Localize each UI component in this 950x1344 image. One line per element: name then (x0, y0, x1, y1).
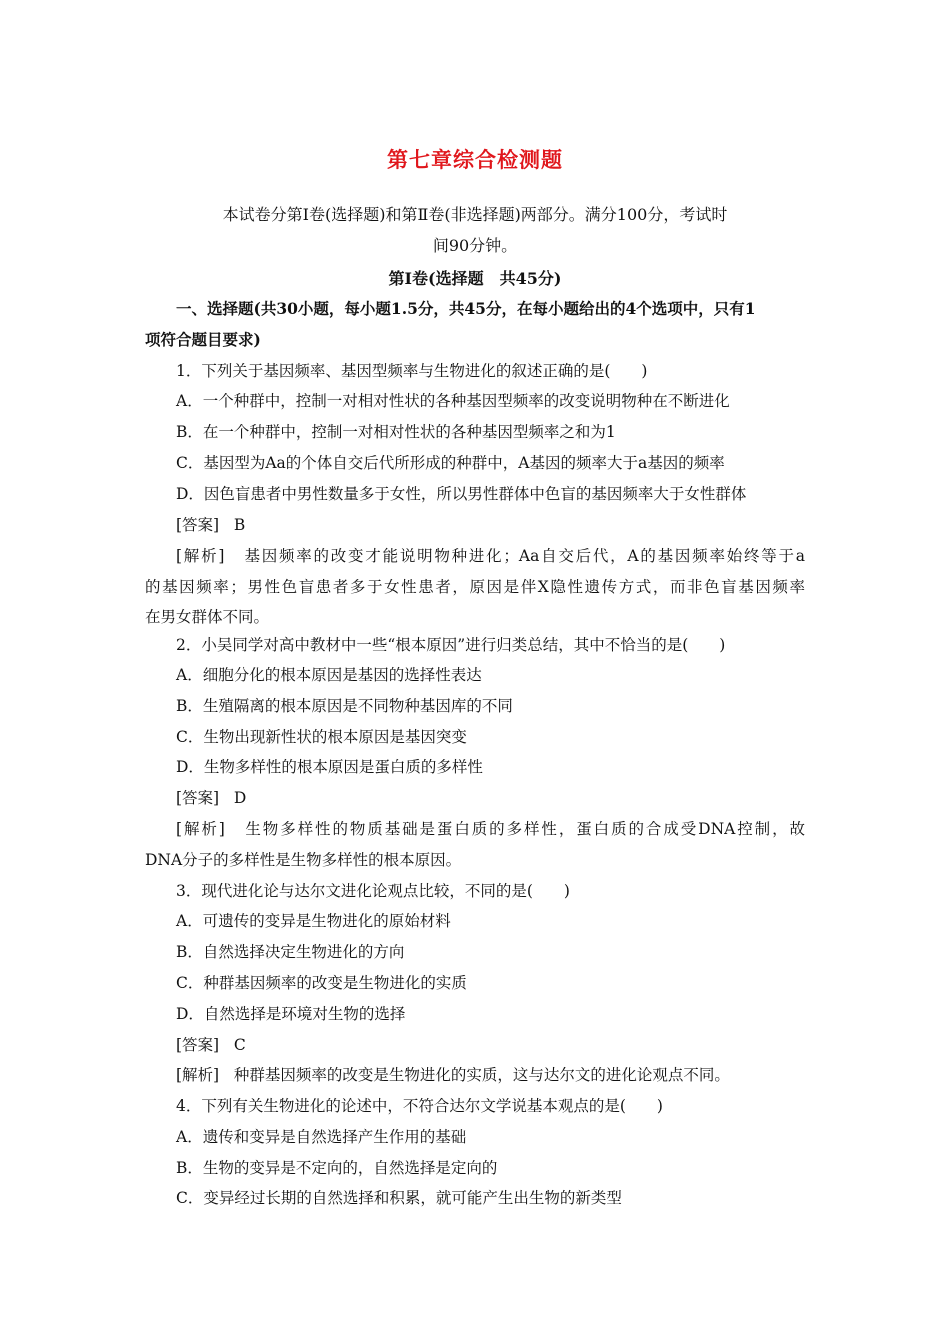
q2-analysis-line-2: DNA分子的多样性是生物多样性的根本原因。 (145, 851, 462, 869)
q3-option-c: C．种群基因频率的改变是生物进化的实质 (176, 974, 467, 992)
analysis-label: [解析] (176, 820, 225, 838)
analysis-label: [解析] (176, 547, 225, 565)
q1-stem: 1．下列关于基因频率、基因型频率与生物进化的叙述正确的是( ) (176, 362, 648, 380)
q2-analysis-line-1 (176, 817, 805, 839)
q1-option-d: D．因色盲患者中男性数量多于女性，所以男性群体中色盲的基因频率大于女性群体 (176, 485, 747, 503)
q1-analysis-line-1 (176, 544, 805, 566)
q3-answer (176, 1033, 246, 1055)
q4-option-b: B．生物的变异是不定向的，自然选择是定向的 (176, 1159, 498, 1177)
page-title: 第七章综合检测题 (387, 147, 563, 172)
q3-option-b: B．自然选择决定生物进化的方向 (176, 943, 405, 961)
q2-option-a: A．细胞分化的根本原因是基因的选择性表达 (176, 666, 482, 684)
q3-option-a: A．可遗传的变异是生物进化的原始材料 (176, 912, 451, 930)
q3-analysis-line-1 (176, 1063, 730, 1085)
analysis-text: 生物多样性的物质基础是蛋白质的多样性，蛋白质的合成受DNA控制，故 (245, 820, 805, 838)
q1-analysis-line-2: 的基因频率；男性色盲患者多于女性患者，原因是伴X隐性遗传方式，而非色盲基因频率 (145, 578, 805, 596)
intro-line-1: 本试卷分第Ⅰ卷(选择题)和第Ⅱ卷(非选择题)两部分。满分100分，考试时 (222, 205, 728, 224)
q1-option-a: A．一个种群中，控制一对相对性状的各种基因型频率的改变说明物种在不断进化 (176, 392, 730, 410)
q2-option-c: C．生物出现新性状的根本原因是基因突变 (176, 728, 467, 746)
q2-answer (176, 786, 246, 808)
answer-label: [答案] (176, 1036, 220, 1054)
q4-option-a: A．遗传和变异是自然选择产生作用的基础 (176, 1128, 467, 1146)
q4-stem: 4．下列有关生物进化的论述中，不符合达尔文学说基本观点的是( ) (176, 1097, 663, 1115)
q2-option-b: B．生殖隔离的根本原因是不同物种基因库的不同 (176, 697, 513, 715)
answer-label: [答案] (176, 516, 220, 534)
q1-analysis-line-3: 在男女群体不同。 (145, 608, 270, 626)
analysis-text: 种群基因频率的改变是生物进化的实质，这与达尔文的进化论观点不同。 (233, 1066, 730, 1084)
q1-option-b: B．在一个种群中，控制一对相对性状的各种基因型频率之和为1 (176, 423, 616, 441)
q2-stem: 2．小吴同学对高中教材中一些“根本原因”进行归类总结，其中不恰当的是( ) (176, 636, 726, 654)
q3-option-d: D．自然选择是环境对生物的选择 (176, 1005, 406, 1023)
instruction-line-1: 一、选择题(共30小题，每小题1.5分，共45分，在每小题给出的4个选项中，只有1 (176, 299, 756, 318)
analysis-label: [解析] (176, 1066, 220, 1084)
q4-option-c: C．变异经过长期的自然选择和积累，就可能产生出生物的新类型 (176, 1189, 622, 1207)
intro-line-2: 间90分钟。 (432, 236, 518, 255)
section-heading: 第Ⅰ卷(选择题 共45分) (388, 269, 562, 288)
q2-option-d: D．生物多样性的根本原因是蛋白质的多样性 (176, 758, 483, 776)
instruction-line-2: 项符合题目要求) (145, 330, 261, 349)
answer-value: C (233, 1036, 246, 1054)
q3-stem: 3．现代进化论与达尔文进化论观点比较，不同的是( ) (176, 882, 570, 900)
answer-value: D (233, 789, 247, 807)
q1-answer (176, 513, 245, 535)
q1-option-c: C．基因型为Aa的个体自交后代所形成的种群中，A基因的频率大于a基因的频率 (176, 454, 725, 472)
answer-label: [答案] (176, 789, 220, 807)
answer-value: B (233, 516, 246, 534)
analysis-text: 基因频率的改变才能说明物种进化；Aa自交后代，A的基因频率始终等于a (244, 547, 805, 565)
